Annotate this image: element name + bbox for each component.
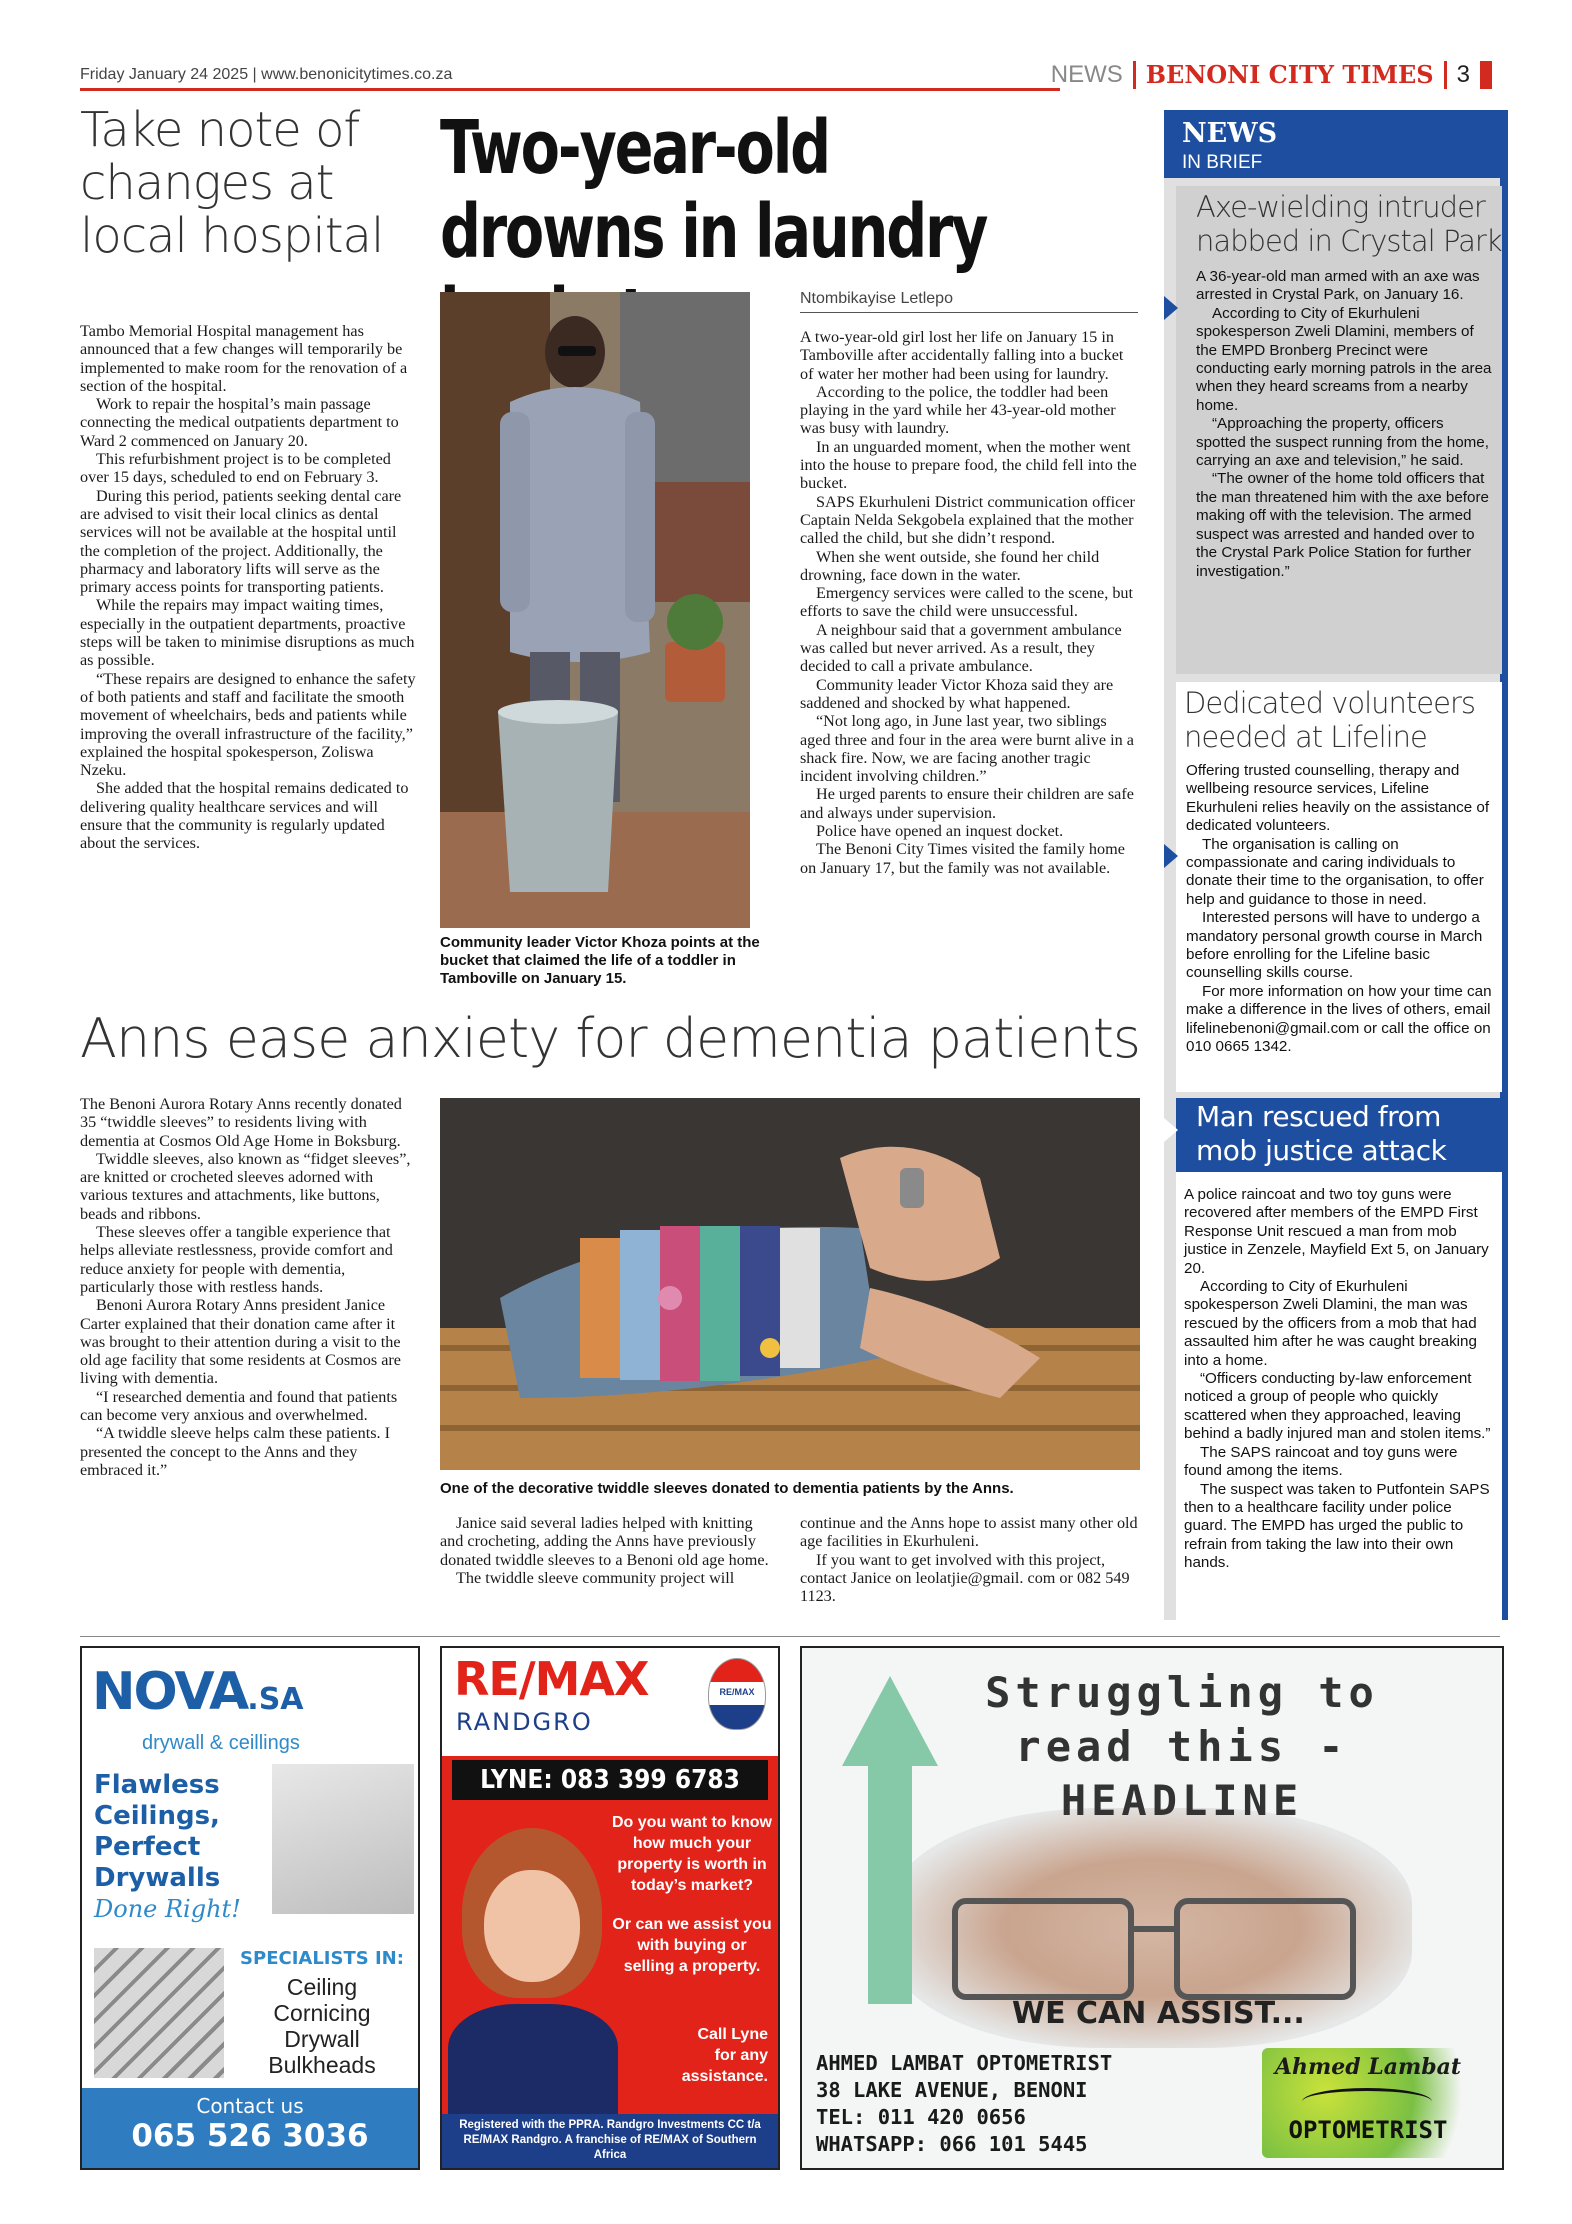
specialists-title: SPECIALISTS IN: [240,1948,404,1969]
nova-brand-suffix: .SA [247,1682,304,1717]
remax-question2: Or can we assist you with buying or selling a property. [612,1916,772,1975]
paragraph: “These repairs are designed to enhance the safety of both patients and staff and facilitate the smooth movement of wheelchairs, beds and patients while improving the overall infrastructure of the facility,” explained the hospital spokesperson, Zoliswa Nzeku. [80,669,416,780]
divider [1444,61,1447,89]
lifeline-item-marker [1164,844,1178,868]
agent-photo [448,1824,618,2114]
paragraph: A neighbour said that a government ambulance was called but never arrived. As a result, they decided to call a private ambulance. [800,620,1122,676]
cornice-photo [94,1948,224,2078]
khoza-photo [440,292,750,928]
nova-ad[interactable] [80,1646,420,2170]
practice-name: AHMED LAMBAT OPTOMETRIST [816,2051,1113,2075]
slogan-line: Perfect [94,1832,201,1862]
up-arrow-shaft [868,1764,912,2004]
remax-footer: Registered with the PPRA. Randgro Investments CC t/a RE/MAX Randgro. A franchise of RE/MAX of Southern Africa [442,2114,778,2168]
paragraph: According to the police, the toddler had been playing in the yard while her 43-year-old mother was busy with laundry. [800,382,1116,438]
specialist-item: Ceiling [286,1974,358,2000]
paragraph: He urged parents to ensure their children are safe and always under supervision. [800,785,1134,822]
header-rule [80,88,1060,91]
paragraph: Interested persons will have to undergo a mandatory personal growth course in March before enrolling for the Lifeline basic counselling skills course. [1186,909,1483,982]
remax-question1: Do you want to know how much your property is worth in today’s market? [612,1814,772,1894]
paragraph: According to City of Ekurhuleni spokesperson Zweli Dlamini, members of the EMPD Bronberg Precinct were conducting early morning patrols in the area when they heard screams from a nearby home. [1196,304,1492,414]
dementia-headline: Anns ease anxiety for dementia patients [80,1007,1141,1070]
brief-subtitle: IN BRIEF [1182,152,1263,173]
paragraph: The Benoni Aurora Rotary Anns recently donated 35 “twiddle sleeves” to residents living with dementia at Cosmos Old Age Home in Boksburg. [80,1095,402,1150]
paragraph: continue and the Anns hope to assist many other old age facilities in Ekurhuleni. [800,1514,1138,1551]
slogan-line: Drywalls [94,1863,221,1893]
paragraph: She added that the hospital remains dedicated to delivering quality healthcare services and will ensure that the community is regularly updated about the services. [80,779,409,853]
specialist-item: Bulkheads [268,2052,376,2078]
paragraph: “The owner of the home told officers that the man threatened him with the axe before making off with the television. The armed suspect was arrested and handed over to the Crystal Park Police Station for further investigation.” [1196,470,1489,580]
nova-logo [92,1662,304,1722]
brief-title: NEWS [1182,118,1278,149]
paragraph: Tambo Memorial Hospital management has announced that a few changes will temporarily be implemented to make room for the renovation of a section of the hospital. [80,322,408,395]
byline-rule [800,312,1138,313]
paragraph: According to City of Ekurhuleni spokesperson Zweli Dlamini, the man was rescued by the officers from a mob that had assaulted him after he was caught breaking into a home. [1184,1278,1477,1369]
glasses-icon [952,1888,1352,1998]
nova-contact-bar [82,2088,418,2168]
khoza-photo-caption: Community leader Victor Khoza points at the bucket that claimed the life of a toddler in Tamboville on January 15. [440,934,760,987]
axe-item-marker [1164,296,1178,320]
twiddle-sleeve-caption: One of the decorative twiddle sleeves donated to dementia patients by the Anns. [440,1480,1014,1497]
hospital-headline: Take note of changes at local hospital [80,102,384,264]
paragraph: While the repairs may impact waiting times, especially in the outpatient departments, proactive steps will be taken to minimise disruptions as much as possible. [80,596,415,670]
axe-headline: Axe-wielding intruder nabbed in Crystal Park [1196,190,1502,258]
paragraph: Emergency services were called to the scene, but efforts to save the child were unsuccessful. [800,584,1134,621]
paragraph: Janice said several ladies helped with knitting and crocheting, adding the Anns have previously donated twiddle sleeves to a Benoni old age home. [440,1514,769,1569]
slogan-line: Ceilings, [94,1801,220,1831]
ceiling-photo [272,1764,414,1914]
specialist-item: Cornicing [273,2000,371,2026]
twiddle-sleeve-illustration [440,1098,1140,1470]
optometrist-ad[interactable] [800,1646,1504,2170]
ads-separator [80,1636,1500,1637]
paragraph: For more information on how your time can make a difference in the lives of others, email lifelinebenoni@gmail.com or call the office on 010 0665 1342. [1186,982,1492,1056]
specialists-list [232,1974,412,2078]
drowning-headline: Two-year-old drowns in laundry [440,105,987,275]
twiddle-sleeve-photo [440,1098,1140,1470]
mob-item-marker [1164,1118,1178,1142]
lifeline-headline: Dedicated volunteers needed at Lifeline [1184,686,1475,754]
paragraph: The suspect was taken to Putfontein SAPS then to a healthcare facility under police guard. The EMPD has urged the public to refrain from taking the law into their own hands. [1184,1480,1490,1572]
remax-ad[interactable] [440,1646,780,2170]
paper-name: BENONI CITY TIMES [1145,60,1434,89]
we-can-assist: WE CAN ASSIST... [1012,1996,1305,2031]
practice-tel: TEL: 011 420 0656 [816,2105,1026,2129]
paragraph: Work to repair the hospital’s main passage connecting the medical outpatients department to Ward 2 commenced on January 20. [80,395,399,450]
paragraph: The Benoni City Times visited the family home on January 17, but the family was not available. [800,840,1125,877]
remax-balloon-icon [708,1658,766,1730]
headline-line: HEADLINE [1060,1776,1304,1825]
remax-cta: Call Lyne for any assistance. [681,2026,768,2085]
mob-headline: Man rescued from mob justice attack [1196,1100,1447,1167]
logo-name: Ahmed Lambat [1274,2054,1462,2080]
optometrist-logo [1262,2048,1472,2158]
nova-slogan [94,1770,284,1925]
nova-contact-label: Contact us [196,2094,304,2118]
news-in-brief-header [1164,110,1500,178]
section-label: NEWS [1050,60,1123,88]
divider [1133,61,1136,89]
paragraph: The SAPS raincoat and toy guns were found among the items. [1184,1443,1458,1480]
paragraph: These sleeves offer a tangible experience that helps alleviate restlessness, provide comfort and reduce anxiety for people with dementia, particularly those with restless hands. [80,1223,393,1296]
red-marker [1480,61,1492,89]
page-number: 3 [1456,60,1470,88]
paragraph: Benoni Aurora Rotary Anns president Janice Carter explained that their donation came after it was brought to their attention during a visit to the old age facility that some residents at Cosmos are living with dementia. [80,1296,401,1388]
paragraph: SAPS Ekurhuleni District communication officer Captain Nelda Sekgobela explained that the mother called the child, but she didn’t respond. [800,492,1135,548]
masthead [1051,60,1492,89]
date-and-website: Friday January 24 2025 | www.benonicitytimes.co.za [80,66,453,83]
practice-whatsapp: WHATSAPP: 066 101 5445 [816,2132,1088,2156]
paragraph: A two-year-old girl lost her life on January 15 in Tamboville after accidentally falling into a bucket of water her mother had been using for laundry. [800,328,1124,383]
dementia-col3 [800,1514,1140,1605]
khoza-photo-illustration [440,292,750,928]
practice-address: 38 LAKE AVENUE, BENONI [816,2078,1088,2102]
eye-icon [1302,2088,1432,2115]
paragraph: “Approaching the property, officers spotted the suspect running from the home, carrying an axe and television,” he said. [1196,415,1489,470]
optometrist-details [816,2050,1236,2158]
logo-sub: OPTOMETRIST [1288,2116,1448,2144]
balloon-text: RE/MAX [719,1687,755,1697]
slogan-script: Done Right! [94,1895,241,1923]
headline-line: Struggling to [985,1668,1379,1717]
slogan-line: Flawless [94,1770,220,1800]
paragraph: When she went outside, she found her child drowning, face down in the water. [800,547,1100,584]
paragraph: A 36-year-old man armed with an axe was arrested in Crystal Park, on January 16. [1196,268,1480,304]
nova-tagline: drywall & ceillings [142,1732,300,1754]
paragraph: Community leader Victor Khoza said they are saddened and shocked by what happened. [800,675,1114,712]
remax-office: RANDGRO [456,1708,593,1736]
optometrist-headline [922,1666,1442,1828]
paragraph: “Officers conducting by-law enforcement noticed a group of people who quickly scattered when they approached, leaving behind a badly injured man and stolen items.” [1184,1370,1491,1443]
paragraph: During this period, patients seeking dental care are advised to visit their local clinics as dental services will not be available at the hospital until the completion of the project. Additionally, the pharmacy and laboratory lifts will serve as the primary access points for transporting patients. [80,486,402,597]
paragraph: In an unguarded moment, when the mother went into the house to prepare food, the child fell into the bucket. [800,437,1137,493]
axe-body [1196,268,1492,581]
dementia-col2 [440,1514,770,1587]
paragraph: Offering trusted counselling, therapy and wellbeing resource services, Lifeline Ekurhuleni relies heavily on the assistance of dedicated volunteers. [1186,762,1490,835]
paragraph: Twiddle sleeves, also known as “fidget sleeves”, are knitted or crocheted sleeves adorned with various textures and attachments, like buttons, beads and ribbons. [80,1149,411,1223]
paragraph: This refurbishment project is to be completed over 15 days, scheduled to end on February 3. [80,450,391,487]
paragraph: The twiddle sleeve community project will [456,1568,735,1587]
paragraph: “Not long ago, in June last year, two siblings aged three and four in the area were burnt alive in a shack fire. Now, we are facing another tragic incident involving children.” [800,712,1134,786]
dementia-col1 [80,1095,416,1479]
paragraph: “I researched dementia and found that patients can become very anxious and overwhelmed. [80,1387,398,1425]
hospital-body [80,322,416,853]
paragraph: The organisation is calling on compassionate and caring individuals to donate their time to the organisation, to offer help and guidance to those in need. [1186,835,1484,908]
lifeline-body [1186,762,1492,1057]
remax-brand: RE/MAX [454,1652,649,1706]
nova-brand: NOVA [92,1662,248,1722]
headline-line: read this - [1015,1722,1349,1771]
paragraph: Police have opened an inquest docket. [816,822,1064,841]
paragraph: A police raincoat and two toy guns were recovered after members of the EMPD First Response Unit rescued a man from mob justice in Zenzele, Mayfield Ext 5, on January 20. [1184,1186,1489,1277]
nova-phone: 065 526 3036 [131,2118,369,2154]
paragraph: “A twiddle sleeve helps calm these patients. I presented the concept to the Anns and they embraced it.” [80,1424,390,1479]
paragraph: If you want to get involved with this project, contact Janice on leolatjie@gmail. com or 082 549 1123. [800,1550,1130,1606]
specialist-item: Drywall [284,2026,360,2052]
drowning-body [800,328,1140,877]
agent-line: LYNE: 083 399 6783 [452,1760,768,1800]
byline: Ntombikayise Letlepo [800,290,953,307]
mob-body [1184,1186,1494,1573]
